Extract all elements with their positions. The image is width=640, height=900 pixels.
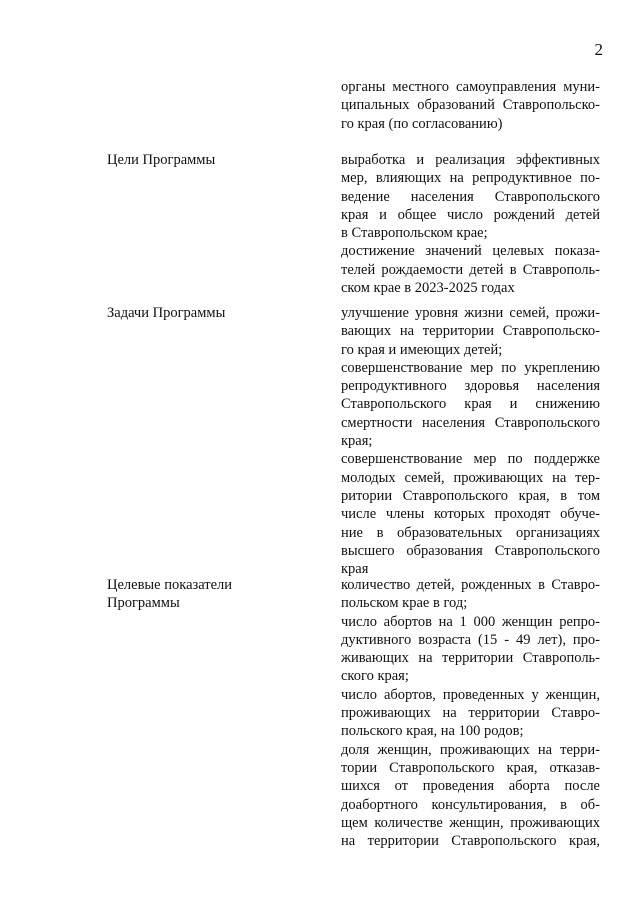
content-line: края;: [341, 433, 373, 450]
page-number: 2: [594, 40, 603, 59]
content-line: выработка и реализация эффективных: [341, 152, 600, 168]
content-line: тории Ставропольского края, отказав-: [341, 759, 600, 776]
content-line: количество детей, рожденных в Ставро-: [341, 577, 600, 593]
content-line: края и общее число рождений детей: [341, 206, 600, 223]
label-line: Цели Программы: [107, 152, 216, 168]
content-line: ритории Ставропольского края, в том: [341, 487, 600, 504]
content-line: го края (по согласованию): [341, 115, 503, 132]
content-line: совершенствование мер по поддержке: [341, 451, 600, 468]
content-line: молодых семей, проживающих на тер-: [341, 469, 600, 486]
content-line: органы местного самоуправления муни-: [341, 79, 600, 95]
row-label: [107, 576, 307, 613]
content-line: ского края;: [341, 668, 409, 685]
content-line: доабортного консультирования, в об-: [341, 796, 600, 813]
content-line: на территории Ставропольского края,: [341, 833, 600, 850]
content-line: живающих на территории Ставрополь-: [341, 650, 600, 667]
content-line: вающих на территории Ставропольско-: [341, 323, 600, 340]
content-line: репродуктивного здоровья населения: [341, 378, 600, 395]
label-line: Целевые показатели: [107, 577, 233, 593]
content-line: шихся от проведения аборта после: [341, 778, 600, 795]
content-line: польского края, на 100 родов;: [341, 723, 524, 740]
content-line: края: [341, 561, 369, 578]
content-line: ние в образовательных организациях: [341, 524, 600, 541]
content-line: число абортов на 1 000 женщин репро-: [341, 613, 600, 630]
content-line: высшего образования Ставропольского: [341, 542, 600, 559]
label-line: Задачи Программы: [107, 305, 226, 321]
content-line: числе члены которых проходят обуче-: [341, 506, 600, 523]
row-label: [107, 304, 307, 322]
content-line: польском крае в год;: [341, 595, 468, 612]
content-line: проживающих на территории Ставро-: [341, 705, 600, 722]
content-line: Ставропольского края и снижению: [341, 396, 600, 413]
row-content: [341, 151, 600, 297]
content-line: телей рождаемости детей в Ставрополь-: [341, 261, 600, 278]
content-line: число абортов, проведенных у женщин,: [341, 686, 600, 703]
content-line: щем количестве женщин, проживающих: [341, 814, 600, 831]
content-line: ском крае в 2023-2025 годах: [341, 280, 515, 297]
content-line: го края и имеющих детей;: [341, 341, 503, 358]
row-content: [341, 576, 600, 850]
label-line: Программы: [107, 595, 180, 612]
content-line: достижение значений целевых показа-: [341, 243, 600, 260]
content-line: дуктивного возраста (15 - 49 лет), про-: [341, 631, 600, 648]
row-label: [107, 151, 307, 169]
content-line: улучшение уровня жизни семей, прожи-: [341, 305, 600, 321]
content-line: совершенствование мер по укреплению: [341, 359, 600, 376]
row-content: [341, 304, 600, 578]
content-line: в Ставропольском крае;: [341, 225, 488, 242]
row-content: [341, 78, 600, 133]
content-line: ведение населения Ставропольского: [341, 188, 600, 205]
content-line: доля женщин, проживающих на терри-: [341, 741, 600, 758]
content-line: мер, влияющих на репродуктивное по-: [341, 170, 600, 187]
content-line: смертности населения Ставропольского: [341, 414, 600, 431]
content-line: ципальных образований Ставропольско-: [341, 97, 600, 114]
